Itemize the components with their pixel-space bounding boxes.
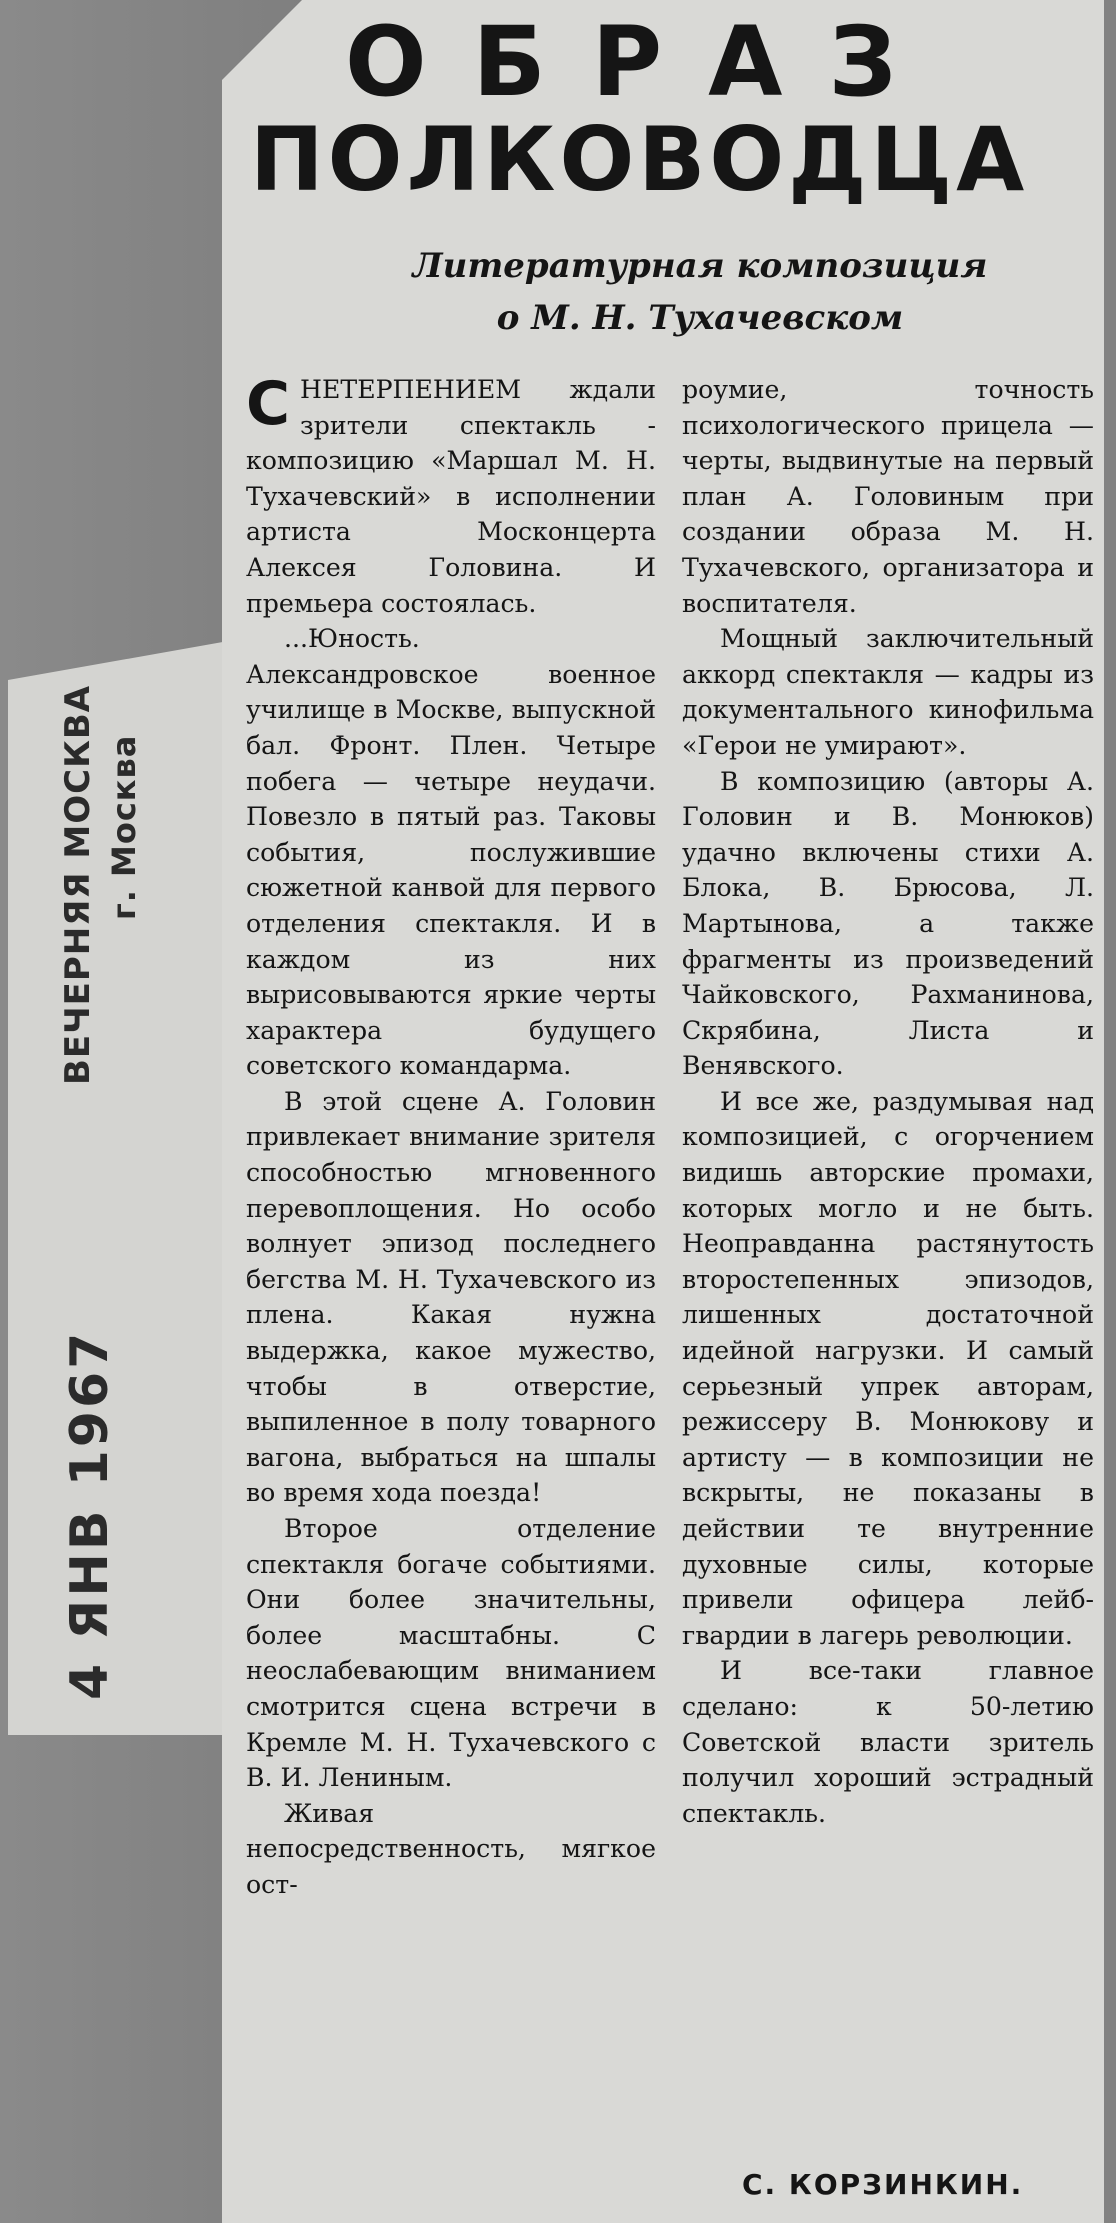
author-signature: С. КОРЗИНКИН. [742,2168,1024,2201]
headline-line1: ОБРАЗ [345,6,943,118]
paragraph: В этой сцене А. Головин привлекает внимание зрителя способностью мгновенного перевоплощения. Но особо волнует эпизод последнего бегства М. Н. Тухачевского из плена. Какая нужна выдержка, какое мужество, чтобы в отверстие, выпиленное в полу товарного вагона, выбраться на шпалы во время хода поезда! [246,1086,656,1508]
stamp-city: г. Москва [105,734,143,920]
subheadline-line2: о М. Н. Тухачевском [496,298,904,338]
subheadline-line1: Литературная композиция [412,246,988,286]
paragraph: Мощный заключительный аккорд спектакля — кадры из документального кинофильма «Герои не умирают». [682,624,1094,760]
article-column-2 [682,372,1094,1831]
drop-cap: С [246,369,291,439]
stamp-newspaper-name: ВЕЧЕРНЯЯ МОСКВА [58,684,98,1085]
paragraph: И все же, раздумывая над композицией, с огорчением видишь авторские промахи, которых могло и не быть. Неоправданна растянутость второстепенных эпизодов, лишенных достаточной идейной нагрузки. И самый серьезный упрек авторам, режиссеру В. Монюкову и артисту — в композиции не вскрыты, не показаны в действии те внутренние духовные силы, которые привели офицера лейб-гвардии в лагерь революции. [682,1086,1094,1650]
paragraph: Второе отделение спектакля богаче событиями. Они более значительны, более масштабны. С неослабевающим вниманием смотрится сцена встречи в Кремле М. Н. Тухачевского с В. И. Лениным. [246,1514,656,1793]
subheadline [340,240,1060,344]
stamp-date: 4 ЯНВ 1967 [60,1329,120,1700]
headline-line2: ПОЛКОВОДЦА [250,108,1029,211]
paragraph: ...Юность. Александровское военное училище в Москве, выпускной бал. Фронт. Плен. Четыре побега — четыре неудачи. Повезло в пятый раз. Таковы события, послужившие сюжетной канвой для первого отделения спектакля. И в каждом из них вырисовываются яркие черты характера будущего советского командарма. [246,624,656,1081]
paragraph: В композицию (авторы А. Головин и В. Монюков) удачно включены стихи А. Блока, В. Брюсова, Л. Мартынова, а также фрагменты из произведений Чайковского, Рахманинова, Скрябина, Листа и Венявского. [682,766,1094,1081]
paragraph: И все-таки главное сделано: к 50-летию Советской власти зритель получил хороший эстрадный спектакль. [682,1656,1094,1828]
paragraph [246,369,656,621]
article-column-1 [246,369,656,1903]
paragraph-text: НЕТЕРПЕНИЕМ ждали зрители спектакль - композицию «Маршал М. Н. Тухачевский» в исполнении артиста Москонцерта Алексея Головина. И премьера состоялась. [246,375,656,618]
paragraph: роумие, точность психологического прицела — черты, выдвинутые на первый план А. Головиным при создании образа М. Н. Тухачевского, организатора и воспитателя. [682,375,1094,618]
paragraph: Живая непосредственность, мягкое ост- [246,1798,656,1899]
